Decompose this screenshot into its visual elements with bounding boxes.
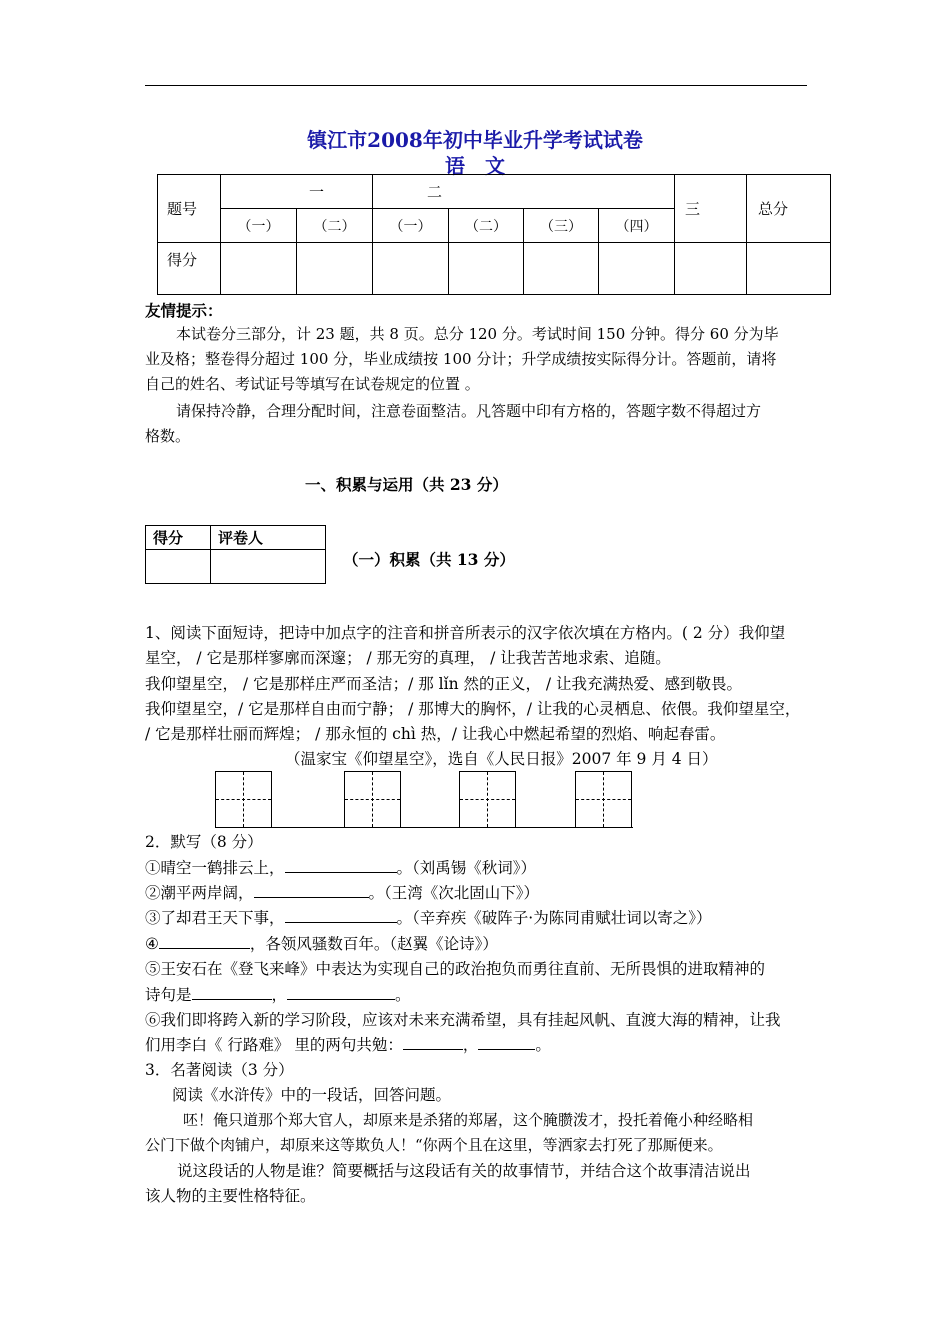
q2-item-6: ⑥我们即将跨入新的学习阶段，应该对未来充满希望，具有挂起风帆、直渡大海的精神，让我: [145, 1011, 781, 1029]
q2-heading: 2．默写（8 分）: [145, 833, 263, 851]
score-label-score: 得分: [158, 243, 221, 295]
answer-box[interactable]: [344, 771, 401, 828]
grader-cell: [146, 550, 211, 584]
q2-item-5: ⑤王安石在《登飞来峰》中表达为实现自己的政治抱负而勇往直前、无所畏惧的进取精神的: [145, 960, 766, 978]
score-label-number: 题号: [158, 175, 221, 243]
grader-reviewer-label: 评卷人: [211, 526, 326, 550]
answer-blank[interactable]: [287, 984, 395, 1000]
score-cell: [599, 243, 675, 295]
exam-subject: 语 文: [445, 154, 505, 178]
answer-box[interactable]: [215, 771, 272, 828]
q1-line: 我仰望星空， / 它是那样庄严而圣洁；/ 那 lǐn 然的正义， / 让我充满热爱、感到敬畏。: [145, 675, 743, 693]
tips-heading: 友情提示：: [145, 301, 223, 320]
score-sub-2-1: （一）: [373, 209, 449, 243]
score-cell: [449, 243, 524, 295]
answer-box[interactable]: [459, 771, 516, 828]
score-cell: [221, 243, 297, 295]
q1-line: 星空， / 它是那样寥廓而深邃； / 那无穷的真理， / 让我苦苦地求索、追随。: [145, 649, 671, 667]
q2-item-6-line2: 们用李白《 行路难》 里的两句共勉： ， 。: [145, 1036, 551, 1054]
q2-item-4: ④ ，各领风骚数百年。（赵翼《论诗》）: [145, 935, 498, 953]
grader-score-label: 得分: [146, 526, 211, 550]
answer-blank[interactable]: [285, 907, 397, 923]
q1-line: 我仰望星空，/ 它是那样自由而宁静； / 那博大的胸怀，/ 让我的心灵栖息、依偎。我仰望星空，: [145, 700, 801, 718]
score-sub-2-2: （二）: [449, 209, 524, 243]
tips-line: 自己的姓名、考试证号等填写在试卷规定的位置 。: [145, 375, 480, 393]
score-cell: [373, 243, 449, 295]
tips-line: 请保持冷静，合理分配时间，注意卷面整洁。凡答题中印有方格的，答题字数不得超过方: [176, 402, 762, 420]
header-rule: [145, 85, 807, 86]
score-sub-1-1: （一）: [221, 209, 297, 243]
tips-line: 本试卷分三部分，计 23 题，共 8 页。总分 120 分。考试时间 150 分钟。得分 60 分为毕: [176, 325, 779, 343]
exam-title: 镇江市2008年初中毕业升学考试试卷: [307, 128, 643, 152]
answer-blank[interactable]: [192, 984, 272, 1000]
q3-quote-line: 呸！俺只道那个郑大官人，却原来是杀猪的郑屠，这个腌臜泼才，投托着俺小种经略相: [183, 1111, 754, 1129]
q3-line: 说这段话的人物是谁？简要概括与这段话有关的故事情节，并结合这个故事清洁说出: [177, 1162, 751, 1180]
q1-source: （温家宝《仰望星空》，选自《人民日报》2007 年 9 月 4 日）: [285, 750, 718, 768]
answer-blank[interactable]: [159, 933, 250, 949]
grader-cell: [211, 550, 326, 584]
score-sub-2-4: （四）: [599, 209, 675, 243]
q3-quote-line: 公门下做个肉铺户，却原来这等欺负人！“你两个且在这里，等洒家去打死了那厮便来。: [145, 1136, 723, 1154]
q2-item-2: ②潮平两岸阔， 。（王湾《次北固山下》）: [145, 884, 540, 902]
tips-line: 格数。: [145, 427, 191, 445]
score-total: 总分: [747, 175, 831, 243]
q3-line: 该人物的主要性格特征。: [145, 1187, 316, 1205]
q3-heading: 3．名著阅读（3 分）: [145, 1061, 294, 1079]
score-cell: [675, 243, 747, 295]
score-table: [157, 174, 831, 295]
answer-blank[interactable]: [403, 1034, 463, 1050]
answer-blank[interactable]: [254, 882, 369, 898]
score-part-2: 二: [373, 175, 675, 209]
q2-item-1: ①晴空一鹤排云上， 。（刘禹锡《秋词》）: [145, 859, 537, 877]
score-part-1: 一: [221, 175, 373, 209]
score-part-3: 三: [675, 175, 747, 243]
score-sub-1-2: （二）: [297, 209, 373, 243]
score-cell: [297, 243, 373, 295]
q2-item-5-line2: 诗句是 ， 。: [145, 986, 411, 1004]
subsection-heading: （一）积累（共 13 分）: [343, 550, 515, 569]
score-cell: [524, 243, 599, 295]
q1-line: 1、阅读下面短诗，把诗中加点字的注音和拼音所表示的汉字依次填在方格内。( 2 分）我仰望: [145, 624, 786, 642]
section1-heading: 一、积累与运用（共 23 分）: [305, 475, 508, 494]
answer-box[interactable]: [575, 771, 632, 828]
score-sub-2-3: （三）: [524, 209, 599, 243]
q3-line: 阅读《水浒传》中的一段话，回答问题。: [172, 1086, 452, 1104]
score-cell: [747, 243, 831, 295]
q1-line: / 它是那样壮丽而辉煌； / 那永恒的 chì 热，/ 让我心中燃起希望的烈焰、响起春雷。: [145, 725, 726, 743]
tips-line: 业及格；整卷得分超过 100 分，毕业成绩按 100 分计；升学成绩按实际得分计。答题前，请将: [145, 350, 777, 368]
answer-blank[interactable]: [478, 1034, 535, 1050]
answer-box-baseline: [215, 827, 633, 828]
grader-table: [145, 525, 326, 584]
answer-blank[interactable]: [285, 857, 397, 873]
q2-item-3: ③了却君王天下事， 。（辛弃疾《破阵子·为陈同甫赋壮词以寄之》）: [145, 909, 712, 927]
